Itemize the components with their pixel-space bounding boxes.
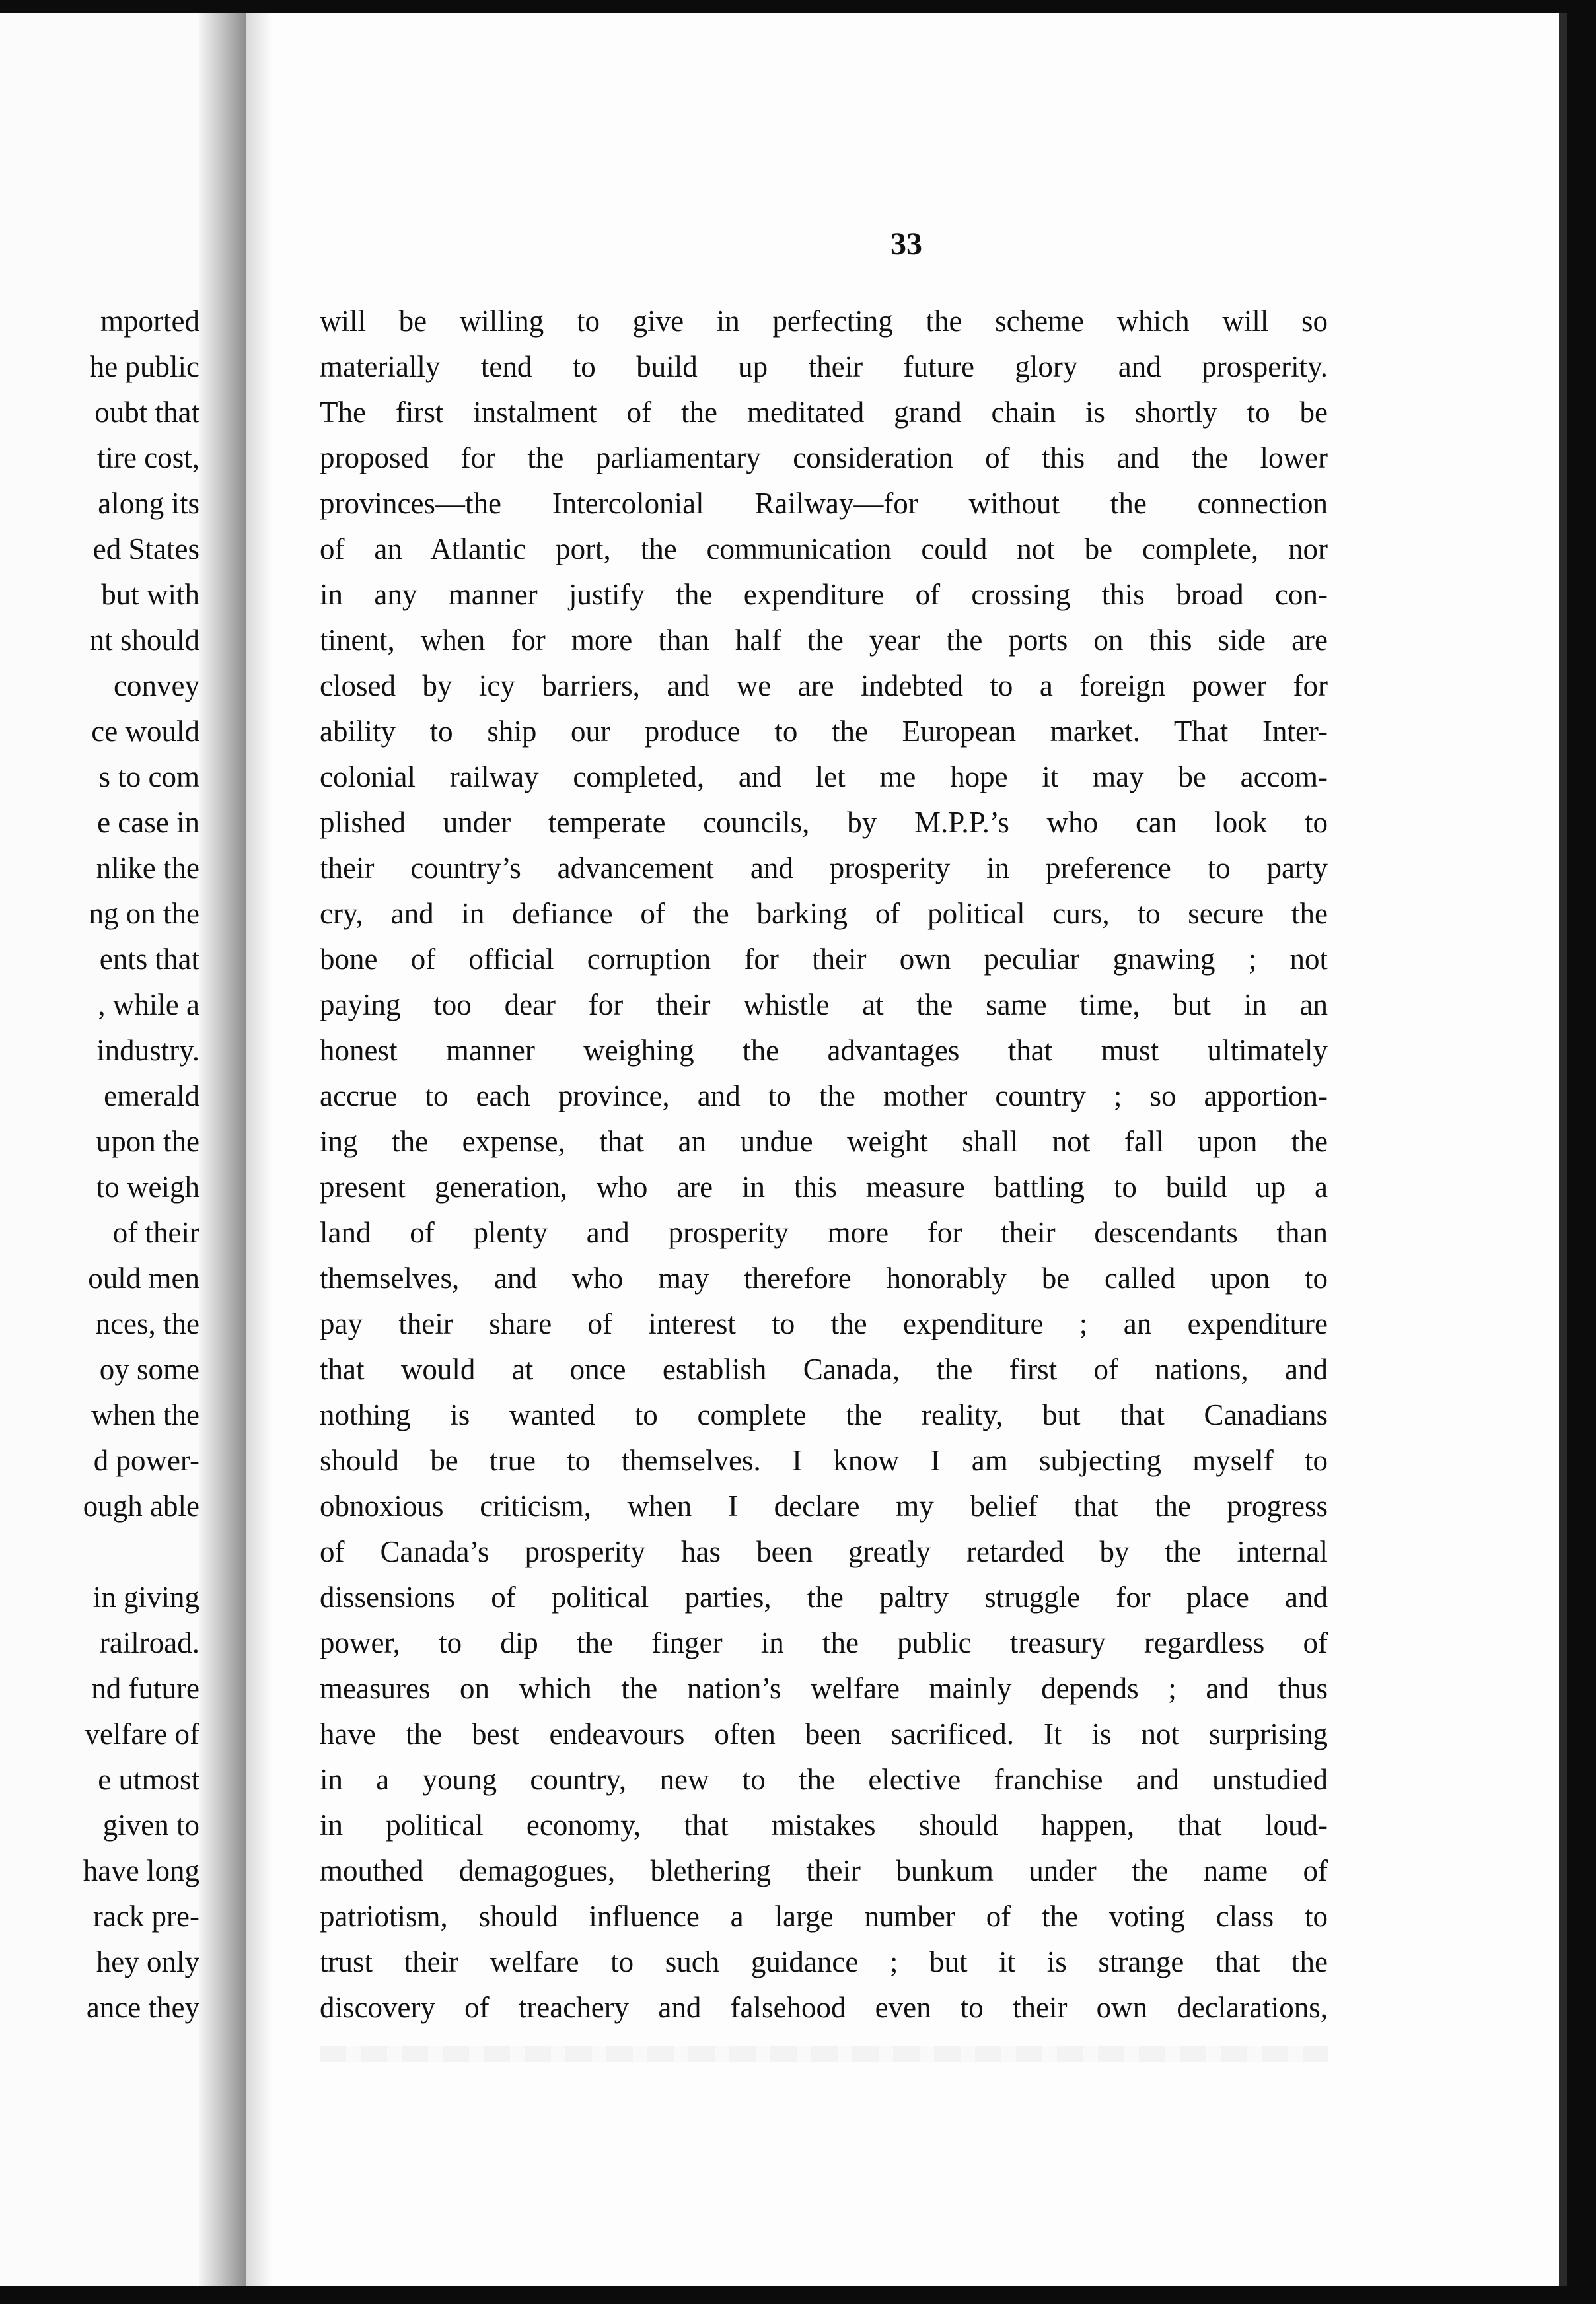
text-line: of an Atlantic port, the communication could not be complete, nor bbox=[320, 532, 1328, 565]
gutter-shadow bbox=[246, 13, 272, 2286]
previous-page-line bbox=[83, 1529, 200, 1575]
text-line: plished under temperate councils, by M.P.P.’s who can look to bbox=[320, 806, 1328, 839]
text-line: paying too dear for their whistle at the same time, but in an bbox=[320, 988, 1328, 1021]
previous-page-fragment bbox=[0, 13, 246, 2286]
text-line: materially tend to build up their future glory and prosperity. bbox=[320, 350, 1328, 383]
text-line: proposed for the parliamentary consideration of this and the lower bbox=[320, 441, 1328, 474]
previous-page-line: ough able bbox=[83, 1490, 200, 1523]
text-line: should be true to themselves. I know I am subjecting myself to bbox=[320, 1444, 1328, 1477]
previous-page-line: ould men bbox=[88, 1262, 200, 1295]
previous-page-line: oy some bbox=[99, 1353, 200, 1386]
previous-page-line: to weigh bbox=[96, 1170, 200, 1204]
text-line: themselves, and who may therefore honorably be called upon to bbox=[320, 1262, 1328, 1295]
text-line: have the best endeavours often been sacrificed. It is not surprising bbox=[320, 1717, 1328, 1750]
text-line: provinces—the Intercolonial Railway—for without the connection bbox=[320, 487, 1328, 520]
previous-page-line: mported bbox=[100, 305, 200, 338]
previous-page-line: nces, the bbox=[95, 1307, 200, 1340]
document-page bbox=[246, 13, 1567, 2286]
text-line: that would at once establish Canada, the first of nations, and bbox=[320, 1353, 1328, 1386]
text-line: closed by icy barriers, and we are indebted to a foreign power for bbox=[320, 669, 1328, 702]
previous-page-line: emerald bbox=[104, 1079, 200, 1112]
previous-page-line: velfare of bbox=[85, 1717, 200, 1750]
text-line: in a young country, new to the elective franchise and unstudied bbox=[320, 1763, 1328, 1796]
previous-page-line: tire cost, bbox=[97, 441, 200, 474]
previous-page-line: d power- bbox=[93, 1444, 200, 1477]
previous-page-line: ents that bbox=[99, 943, 200, 976]
text-line: in any manner justify the expenditure of crossing this broad con- bbox=[320, 578, 1328, 611]
text-line: power, to dip the finger in the public treasury regardless of bbox=[320, 1626, 1328, 1659]
previous-page-line: hey only bbox=[96, 1945, 200, 1978]
previous-page-line: industry. bbox=[96, 1034, 200, 1067]
previous-page-line: along its bbox=[98, 487, 200, 520]
text-line: nothing is wanted to complete the reality, but that Canadians bbox=[320, 1398, 1328, 1431]
previous-page-line: ng on the bbox=[89, 897, 200, 930]
previous-page-line: e utmost bbox=[98, 1763, 200, 1796]
previous-page-text bbox=[83, 299, 200, 2031]
text-line: tinent, when for more than half the year the ports on this side are bbox=[320, 624, 1328, 657]
previous-page-line: when the bbox=[91, 1398, 200, 1431]
text-line: honest manner weighing the advantages that must ultimately bbox=[320, 1034, 1328, 1067]
text-line: of Canada’s prosperity has been greatly retarded by the internal bbox=[320, 1535, 1328, 1568]
text-line: patriotism, should influence a large number of the voting class to bbox=[320, 1900, 1328, 1933]
text-line: measures on which the nation’s welfare mainly depends ; and thus bbox=[320, 1672, 1328, 1705]
previous-page-line: convey bbox=[114, 669, 200, 702]
previous-page-line: given to bbox=[102, 1809, 200, 1842]
text-line: discovery of treachery and falsehood even to their own declarations, bbox=[320, 1991, 1328, 2024]
previous-page-line: oubt that bbox=[94, 396, 200, 429]
previous-page-line: of their bbox=[112, 1216, 200, 1249]
page-number: 33 bbox=[890, 227, 922, 262]
text-line: mouthed demagogues, blethering their bunkum under the name of bbox=[320, 1854, 1328, 1887]
text-line: in political economy, that mistakes should happen, that loud- bbox=[320, 1809, 1328, 1842]
show-through-line bbox=[320, 2046, 1328, 2062]
text-line: cry, and in defiance of the barking of political curs, to secure the bbox=[320, 897, 1328, 930]
text-line: ability to ship our produce to the European market. That Inter- bbox=[320, 715, 1328, 748]
previous-page-line: ce would bbox=[91, 715, 200, 748]
previous-page-line: nt should bbox=[89, 624, 200, 657]
previous-page-line: nd future bbox=[91, 1672, 200, 1705]
previous-page-line: , while a bbox=[98, 988, 200, 1021]
previous-page-line: railroad. bbox=[99, 1626, 200, 1659]
text-line: obnoxious criticism, when I declare my belief that the progress bbox=[320, 1490, 1328, 1523]
previous-page-line: ed States bbox=[92, 532, 200, 565]
previous-page-line: rack pre- bbox=[92, 1900, 200, 1933]
text-line: their country’s advancement and prosperity in preference to party bbox=[320, 851, 1328, 884]
previous-page-line: but with bbox=[101, 578, 200, 611]
previous-page-line: ance they bbox=[86, 1991, 200, 2024]
body-text bbox=[320, 299, 1328, 2031]
text-line: trust their welfare to such guidance ; but it is strange that the bbox=[320, 1945, 1328, 1978]
text-line: The first instalment of the meditated grand chain is shortly to be bbox=[320, 396, 1328, 429]
previous-page-line: upon the bbox=[96, 1125, 200, 1158]
text-line: ing the expense, that an undue weight shall not fall upon the bbox=[320, 1125, 1328, 1158]
text-line: pay their share of interest to the expenditure ; an expenditure bbox=[320, 1307, 1328, 1340]
previous-page-line: he public bbox=[89, 350, 200, 383]
text-line: accrue to each province, and to the mother country ; so apportion- bbox=[320, 1079, 1328, 1112]
text-line: present generation, who are in this measure battling to build up a bbox=[320, 1170, 1328, 1204]
text-line: colonial railway completed, and let me hope it may be accom- bbox=[320, 760, 1328, 793]
page-fold-shadow bbox=[200, 13, 246, 2286]
text-line: bone of official corruption for their own peculiar gnawing ; not bbox=[320, 943, 1328, 976]
previous-page-line: in giving bbox=[92, 1581, 200, 1614]
previous-page-line: s to com bbox=[98, 760, 200, 793]
previous-page-line: e case in bbox=[97, 806, 200, 839]
text-line: dissensions of political parties, the paltry struggle for place and bbox=[320, 1581, 1328, 1614]
previous-page-line: nlike the bbox=[96, 851, 200, 884]
text-line: will be willing to give in perfecting the scheme which will so bbox=[320, 305, 1328, 338]
page-edge bbox=[1559, 13, 1567, 2286]
text-line: land of plenty and prosperity more for their descendants than bbox=[320, 1216, 1328, 1249]
previous-page-line: have long bbox=[83, 1854, 200, 1887]
